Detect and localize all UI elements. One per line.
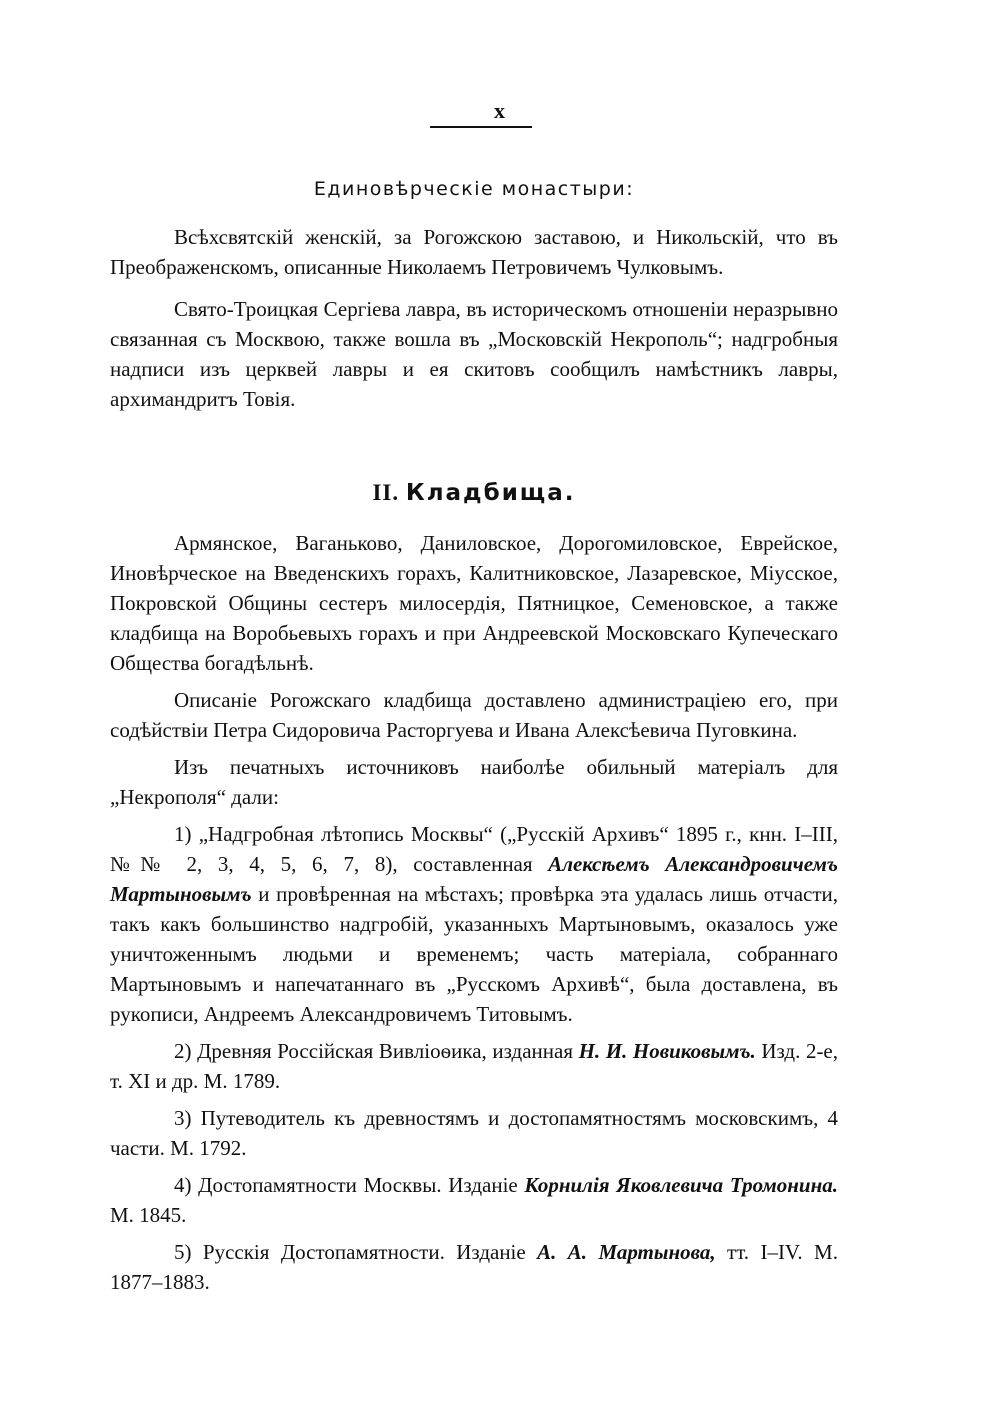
section-monasteries <box>110 178 838 414</box>
part-heading <box>110 480 838 506</box>
list-item-text: Изд. 2-е, т. XI и др. М. 1789. <box>110 1039 839 1093</box>
list-item <box>110 1036 838 1096</box>
list-item-text: тт. I–IV. М. 1877–1883. <box>110 1240 838 1294</box>
list-item-author: Корнилія Яковлевича Тромонина. <box>524 1173 838 1197</box>
paragraph: Свято-Троицкая Сергіева лавра, въ историческомъ отношеніи неразрывно связанная съ Москвою, также вошла въ „Московскій Некрополь“; надгробныя надписи изъ церквей лавры и ея скитовъ сообщилъ намѣстникъ лавры, архимандритъ Товія. <box>110 297 838 411</box>
list-item-text: М. 1845. <box>110 1203 187 1227</box>
part-number: II. <box>372 480 400 505</box>
list-item <box>110 1103 838 1163</box>
list-item <box>110 819 838 1029</box>
paragraph: Всѣхсвятскій женскій, за Рогожскою заставою, и Никольскій, что въ Преображенскомъ, описанные Николаемъ Петровичемъ Чулковымъ. <box>110 225 838 279</box>
list-item-author: Н. И. Новиковымъ. <box>578 1039 756 1063</box>
section-heading: Единовѣрческіе монастыри: <box>313 178 635 200</box>
list-item-text: 3) Путеводитель къ древностямъ и достопамятностямъ московскимъ, 4 части. М. 1792. <box>110 1106 838 1160</box>
section-cemeteries <box>110 480 838 1297</box>
list-item-text: 5) Русскія Достопамятности. Изданіе <box>174 1240 538 1264</box>
paragraph: Описаніе Рогожскаго кладбища доставлено администраціею его, при содѣйствіи Петра Сидоровича Расторгуева и Ивана Алексѣевича Пуговкина. <box>110 688 838 742</box>
list-item <box>110 1237 838 1297</box>
list-item-text: 4) Достопамятности Москвы. Изданіе <box>174 1173 525 1197</box>
list-item-author: Алексѣемъ Александровичемъ Мартыновымъ <box>110 852 838 906</box>
list-item-text: 2) Древняя Россійская Вивліоѳика, изданная <box>174 1039 579 1063</box>
part-title: Кладбища. <box>405 480 576 506</box>
list-item-author: А. А. Мартынова, <box>537 1240 716 1264</box>
page-number: x <box>494 98 506 123</box>
list-item-text: 1) „Надгробная лѣтопись Москвы“ („Русскій Архивъ“ 1895 г., кнн. I–III, №№ 2, 3, 4, 5, 6, 7, 8), составленная <box>110 822 838 876</box>
list-item-text: и провѣренная на мѣстахъ; провѣрка эта удалась лишь отчасти, такъ какъ большинство надгробій, указанныхъ Мартыновымъ, оказалось уже уничтоженнымъ людьми и временемъ; часть матеріала, собраннаго Мартыновымъ и напечатаннаго въ „Русскомъ Архивѣ“, была доставлена, въ рукописи, Андреемъ Александровичемъ Титовымъ. <box>110 882 838 1026</box>
page-number-rule <box>430 126 532 128</box>
paragraph: Армянское, Ваганьково, Даниловское, Дорогомиловское, Еврейское, Иновѣрческое на Введенскихъ горахъ, Калитниковское, Лазаревское, Міусское, Покровской Общины сестеръ милосердія, Пятницкое, Семеновское, а также кладбища на Воробьевыхъ горахъ и при Андреевской Московскаго Купеческаго Общества богадѣльнѣ. <box>110 531 838 675</box>
paragraph: Изъ печатныхъ источниковъ наиболѣе обильный матеріалъ для „Некрополя“ дали: <box>110 755 838 809</box>
list-item <box>110 1170 838 1230</box>
